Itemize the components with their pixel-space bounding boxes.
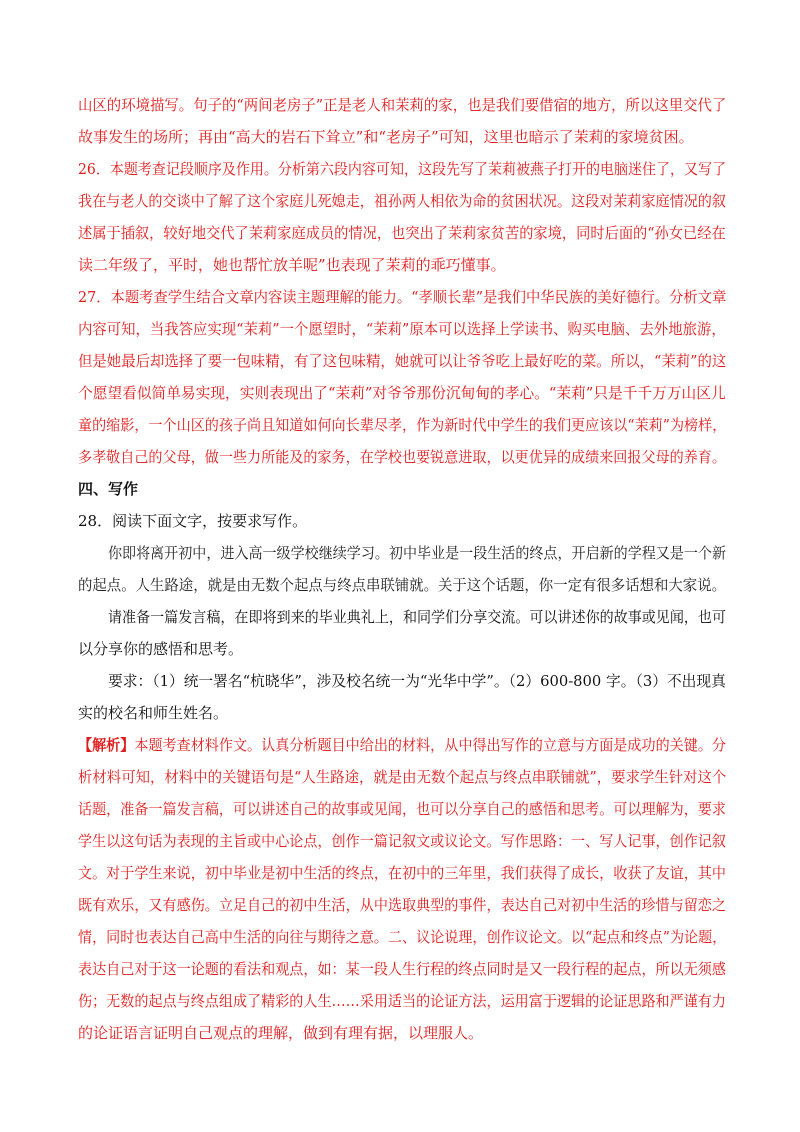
requirements-line-1: 要求：（1）统一署名“杭晓华”，涉及校名统一为“光华中学”。（2）600-800 字。（3）不出现真 — [108, 672, 726, 690]
answer-27-line-3: 但是她最后却选择了要一包味精，有了这包味精，她就可以让爷爷吃上最好吃的菜。所以，“茉莉”的这 — [78, 352, 727, 370]
analysis-line-1: 山区的环境描写。句子的“两间老房子”正是老人和茉莉的家，也是我们要借宿的地方，所以这里交代了 — [78, 96, 727, 114]
analysis-28-line-7: 情，同时也表达自己高中生活的向往与期待之意。二、议论说理，创作议论文。以“起点和终点”为论题， — [78, 928, 727, 946]
answer-27-line-5: 童的缩影，一个山区的孩子尚且知道如何向长辈尽孝，作为新时代中学生的我们更应该以“茉莉”为榜样， — [78, 416, 727, 434]
answer-26-line-1: 26．本题考查记段顺序及作用。分析第六段内容可知，这段先写了茉莉被燕子打开的电脑迷住了，又写了 — [78, 160, 727, 178]
answer-27-line-2: 内容可知，当我答应实现“茉莉”一个愿望时，“茉莉”原本可以选择上学读书、购买电脑、去外地旅游， — [78, 320, 726, 338]
task-line-2: 以分享你的感悟和思考。 — [78, 640, 244, 658]
requirements-line-2: 实的校名和师生姓名。 — [78, 704, 229, 722]
answer-27-line-6: 多孝敬自己的父母，做一些力所能及的家务，在学校也要锐意进取，以更优异的成绩来回报父母的养育。 — [78, 448, 726, 466]
section-heading-writing: 四、写作 — [78, 480, 139, 498]
analysis-28-line-2: 析材料可知，材料中的关键语句是“人生路途，就是由无数个起点与终点串联铺就”，要求学生针对这个 — [78, 768, 727, 786]
answer-26-line-4: 读二年级了，平时，她也帮忙放羊呢”也表现了茉莉的乖巧懂事。 — [78, 256, 506, 274]
analysis-line-2: 故事发生的场所；再由“高大的岩石下耸立”和“老房子”可知，这里也暗示了茉莉的家境贫困。 — [78, 128, 694, 146]
answer-27-line-1: 27．本题考查学生结合文章内容读主题理解的能力。“孝顺长辈”是我们中华民族的美好德行。分析文章 — [78, 288, 727, 306]
analysis-28-line-5: 文。对于学生来说，初中毕业是初中生活的终点，在初中的三年里，我们获得了成长，收获了友谊，其中 — [78, 864, 726, 882]
analysis-28-line-4: 学生以这句话为表现的主旨或中心论点，创作一篇记叙文或议论文。写作思路：一、写人记事，创作记叙 — [78, 832, 726, 850]
analysis-tag: 【解析】 — [78, 736, 135, 754]
analysis-28-line-10: 的论证语言证明自己观点的理解，做到有理有据，以理服人。 — [78, 1024, 484, 1042]
material-line-2: 的起点。人生路途，就是由无数个起点与终点串联铺就。关于这个话题，你一定有很多话想和大家说。 — [78, 576, 727, 594]
analysis-28-line-9: 伤；无数的起点与终点组成了精彩的人生……采用适当的论证方法，运用富于逻辑的论证思路和严谨有力 — [78, 992, 726, 1010]
answer-27-line-4: 个愿望看似简单易实现，实则表现出了“茉莉”对爷爷那份沉甸甸的孝心。“茉莉”只是千千万万山区儿 — [78, 384, 726, 402]
analysis-28-line-6: 既有欢乐，又有感伤。立足自己的初中生活，从中选取典型的事件，表达自己对初中生活的珍惜与留恋之 — [78, 896, 726, 914]
analysis-28-line-3: 话题，准备一篇发言稿，可以讲述自己的故事或见闻，也可以分享自己的感悟和思考。可以理解为，要求 — [78, 800, 726, 818]
analysis-28-line-1-text: 本题考查材料作文。认真分析题目中给出的材料，从中得出写作的立意与方面是成功的关键。分 — [134, 736, 727, 754]
answer-26-line-2: 我在与老人的交谈中了解了这个家庭儿死媳走，祖孙两人相依为命的贫困状况。这段对茉莉家庭情况的叙 — [78, 192, 726, 210]
task-line-1: 请准备一篇发言稿，在即将到来的毕业典礼上，和同学们分享交流。可以讲述你的故事或见闻，也可 — [108, 608, 727, 626]
analysis-28-line-8: 表达自己对于这一论题的看法和观点，如：某一段人生行程的终点同时是又一段行程的起点，所以无须感 — [78, 960, 726, 978]
answer-26-line-3: 述属于插叙，较好地交代了茉莉家庭成员的情况，也突出了茉莉家贫苦的家境，同时后面的“孙女已经在 — [78, 224, 726, 242]
question-28-stem: 28．阅读下面文字，按要求写作。 — [78, 512, 308, 530]
analysis-28-line-1 — [78, 735, 726, 755]
material-line-1: 你即将离开初中，进入高一级学校继续学习。初中毕业是一段生活的终点，开启新的学程又是一个新 — [108, 544, 727, 562]
